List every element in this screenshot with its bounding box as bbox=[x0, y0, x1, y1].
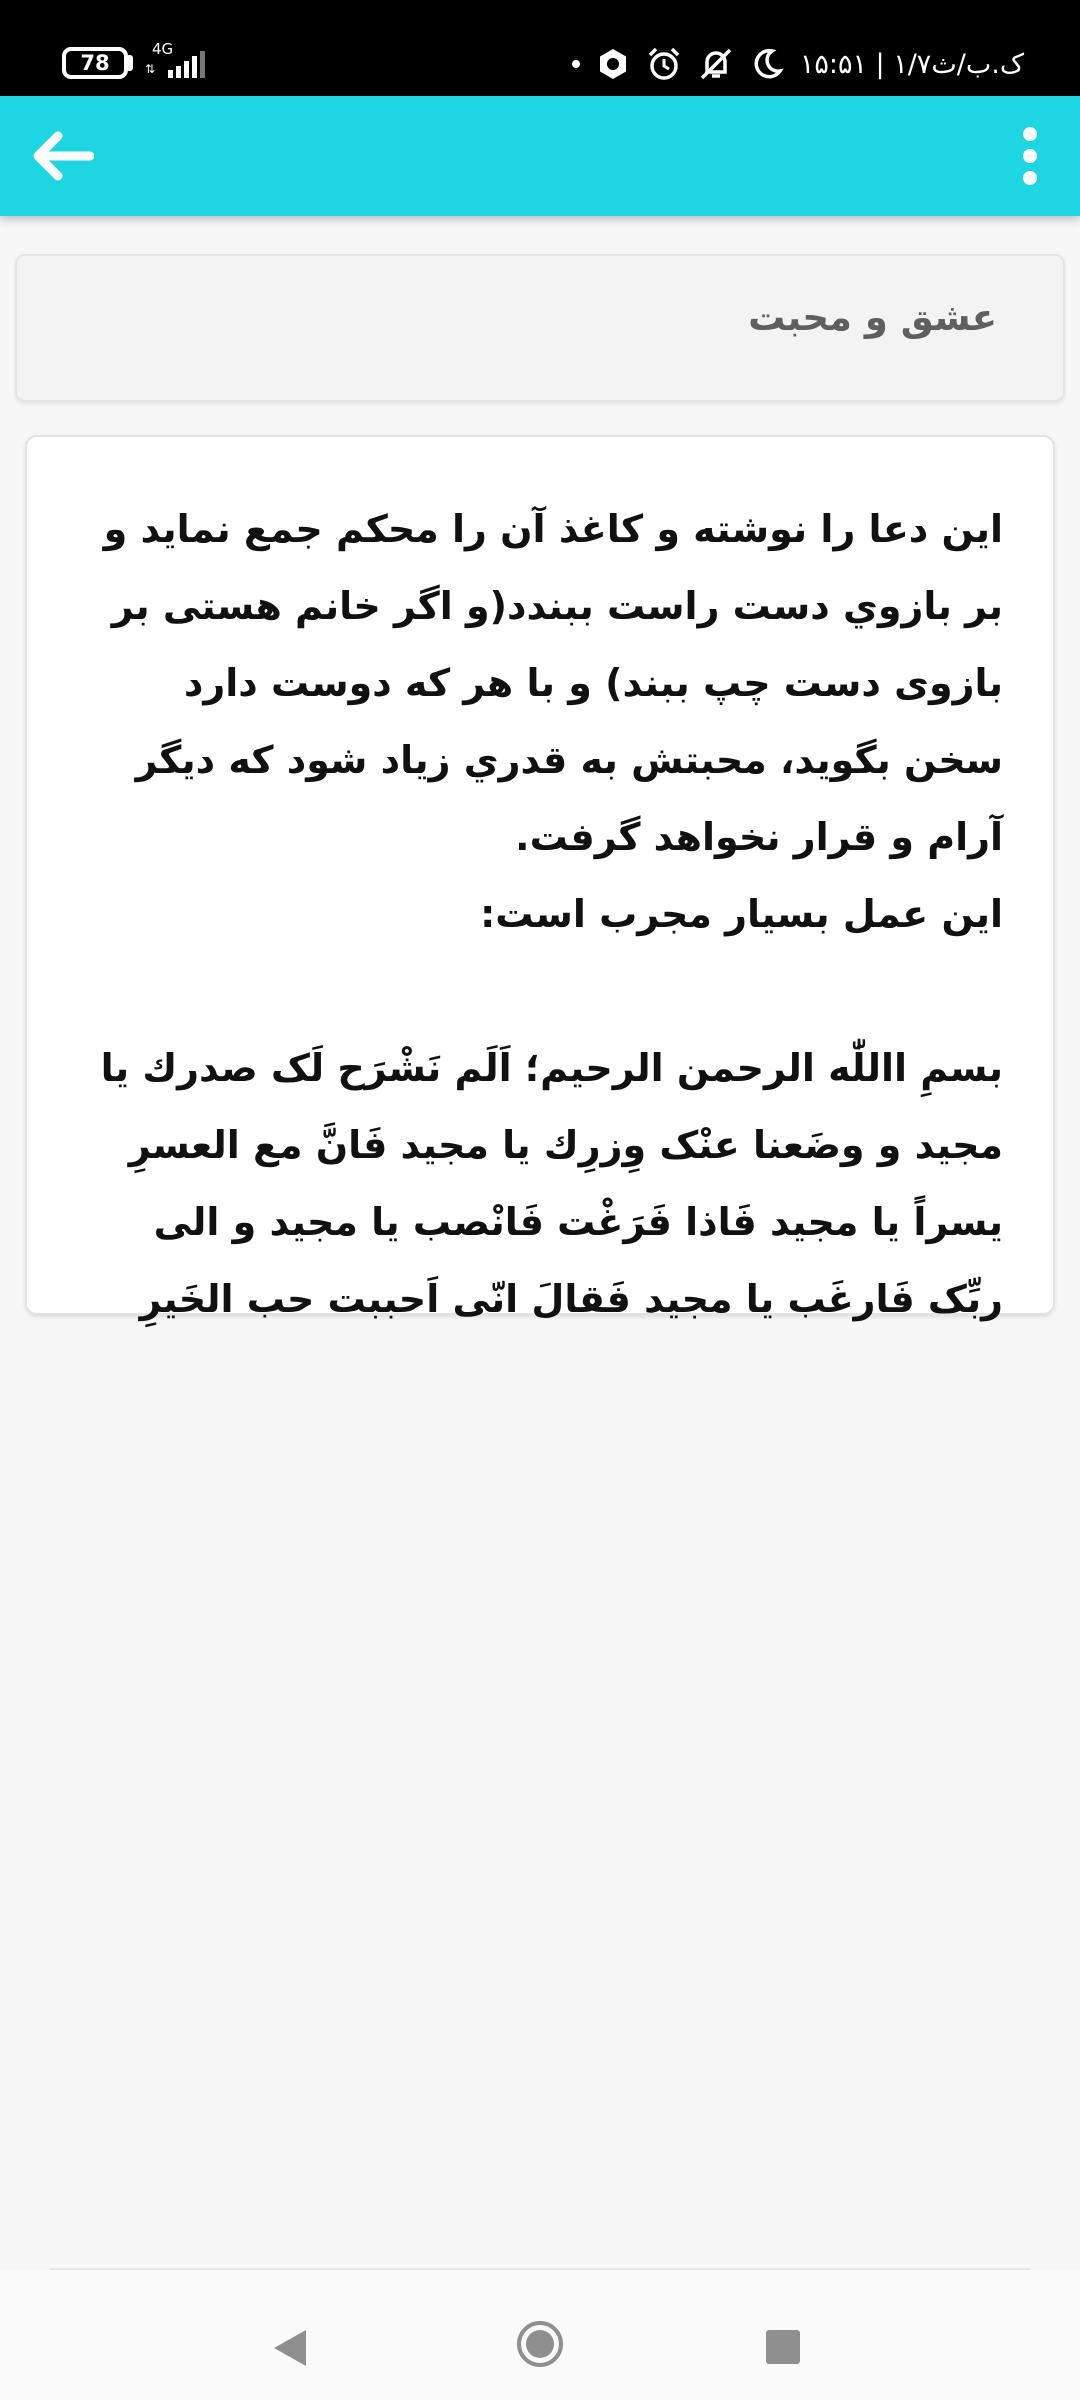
app-notification-icon bbox=[596, 47, 630, 81]
more-vertical-icon bbox=[1022, 126, 1038, 186]
app-bar bbox=[0, 96, 1080, 216]
status-bar bbox=[0, 0, 1080, 96]
muted-bell-icon bbox=[698, 46, 734, 82]
page-title: عشق و محبت bbox=[748, 296, 997, 339]
status-time: ۱۵:۵۱ | ۱/۷ک.ب/ث bbox=[799, 48, 1024, 80]
battery-level: 78 bbox=[80, 51, 110, 75]
title-card bbox=[15, 254, 1065, 402]
back-button[interactable] bbox=[22, 118, 102, 194]
battery-icon bbox=[62, 47, 128, 79]
network-type: 4G bbox=[152, 40, 174, 58]
data-arrows-icon: ⇅ bbox=[145, 62, 156, 76]
home-circle-icon[interactable] bbox=[516, 2320, 564, 2368]
moon-icon bbox=[750, 47, 784, 81]
system-nav-bar bbox=[0, 2270, 1080, 2400]
dot-icon bbox=[572, 60, 580, 68]
content-card bbox=[25, 435, 1055, 1321]
back-triangle-icon[interactable] bbox=[272, 2328, 308, 2368]
alarm-icon bbox=[646, 46, 682, 82]
prayer-text bbox=[93, 491, 1003, 1338]
more-options-button[interactable] bbox=[1002, 116, 1058, 196]
paragraph-spacer bbox=[93, 953, 1003, 1030]
note-paragraph: این عمل بسیار مجرب است: bbox=[480, 892, 1003, 936]
signal-icon bbox=[168, 50, 212, 78]
recent-square-icon[interactable] bbox=[766, 2330, 800, 2364]
instruction-paragraph: این دعا را نوشته و کاغذ آن را محکم جمع نماید و بر بازوي دست راست ببندد(و اگر خانم هستی بر بازوی دست چپ ببند) و با هر که دوست دارد سخن بگوید، محبتش به قدري زياد شود که دیگر آرام و قرار نخواهد گرفت. bbox=[103, 507, 1003, 859]
prayer-paragraph: بسمِ االلّٰه الرحمن الرحيم؛ اَلَم نَشْرَح لَک صدرك یا مجید و وضَعنا عنْک وِزرِك یا مجید فَانَّ مع العسرِ یسراً یا مجید فَاذا فَرَغْت فَانْصب یا مجید و الی ربِّک فَارغَب یا مجید فَقالَ انّی اَحببت حب الخَیرِ bbox=[100, 1046, 1003, 1321]
battery-nub bbox=[128, 55, 133, 71]
arrow-left-icon bbox=[30, 130, 94, 182]
status-right-group bbox=[572, 44, 1024, 84]
